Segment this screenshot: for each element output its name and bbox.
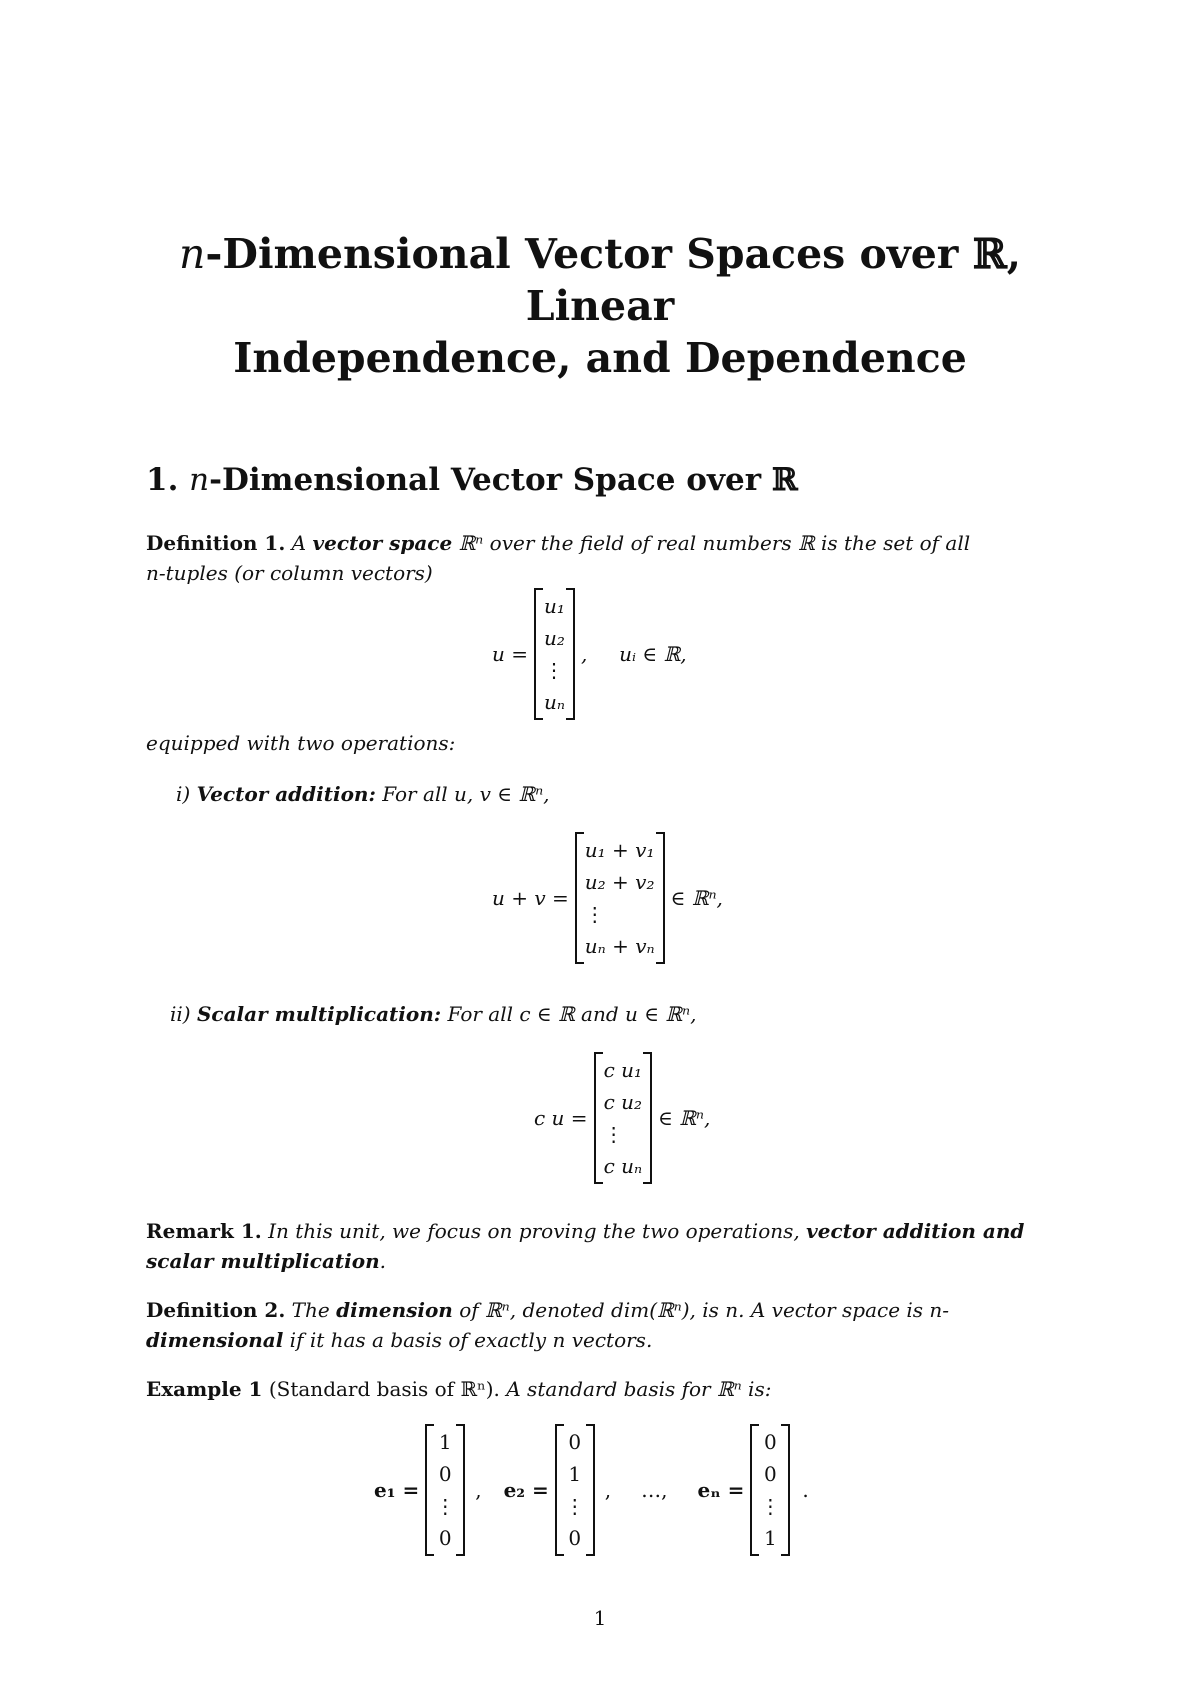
vector-entry: c u₂ xyxy=(603,1090,643,1114)
equation-lhs: u = xyxy=(492,642,528,666)
section-number: 1. xyxy=(146,462,179,498)
basis-vector-e1 xyxy=(425,1424,465,1556)
equation-rhs: ∈ ℝⁿ, xyxy=(670,886,723,910)
ellipsis: …, xyxy=(641,1478,668,1502)
separator: . xyxy=(802,1478,809,1502)
item-label: i) xyxy=(176,782,191,806)
column-vector xyxy=(534,588,575,720)
definition-text: of ℝⁿ, denoted dim(ℝⁿ), is n. A vector space is n- xyxy=(459,1298,950,1322)
basis-vector-label: e₂ = xyxy=(503,1478,549,1502)
title-line2: Independence, and Dependence xyxy=(233,334,967,382)
remark-term: scalar multiplication xyxy=(146,1249,380,1273)
vector-entry: 0 xyxy=(763,1430,777,1454)
title-line1: -Dimensional Vector Spaces over ℝ, Linear xyxy=(205,230,1022,330)
title-var: n xyxy=(178,230,206,278)
definition-1 xyxy=(146,528,1066,588)
separator: , xyxy=(475,1478,482,1502)
vector-entry: ⋮ xyxy=(584,902,605,926)
definition-term: dimension xyxy=(336,1298,453,1322)
operation-text: For all u, v ∈ ℝⁿ, xyxy=(382,782,550,806)
remark-label: Remark 1. xyxy=(146,1219,262,1243)
vector-entry: 0 xyxy=(438,1462,452,1486)
vector-entry: u₁ + v₁ xyxy=(584,838,655,862)
vector-entry: u₂ + v₂ xyxy=(584,870,655,894)
vector-entry: 0 xyxy=(763,1462,777,1486)
vector-entry: 1 xyxy=(568,1462,582,1486)
vector-entry: 1 xyxy=(763,1526,777,1550)
basis-vector-label: eₙ = xyxy=(697,1478,745,1502)
item-label: ii) xyxy=(170,1002,191,1026)
operation-scalar-multiplication xyxy=(170,1002,697,1026)
vector-entry: ⋮ xyxy=(544,658,564,682)
column-vector xyxy=(594,1052,653,1184)
example-label: Example 1 xyxy=(146,1377,263,1401)
document-title xyxy=(100,228,1100,384)
vector-entry: u₁ xyxy=(544,594,565,618)
remark-term: vector addition and xyxy=(806,1219,1025,1243)
definition-text: n-tuples (or column vectors) xyxy=(146,561,433,585)
definition-text: The xyxy=(291,1298,330,1322)
definition-text: ℝⁿ over the field of real numbers ℝ is the set of all xyxy=(458,531,971,555)
section-title: -Dimensional Vector Space over ℝ xyxy=(209,462,798,498)
section-var: n xyxy=(189,462,210,498)
scalar-multiplication-equation xyxy=(534,1052,710,1184)
vector-entry: u₂ xyxy=(544,626,565,650)
vector-entry: ⋮ xyxy=(760,1494,781,1518)
definition-term: vector space xyxy=(312,531,453,555)
vector-entry: 0 xyxy=(568,1526,582,1550)
vector-entry: uₙ + vₙ xyxy=(584,934,655,958)
example-title: (Standard basis of ℝⁿ). xyxy=(268,1377,500,1401)
vector-entry: c uₙ xyxy=(603,1154,643,1178)
definition-term: dimensional xyxy=(146,1328,284,1352)
vector-addition-equation xyxy=(492,832,723,964)
equation-rhs: ∈ ℝⁿ, xyxy=(658,1106,711,1130)
basis-vector-en xyxy=(750,1424,790,1556)
vector-entry: 0 xyxy=(438,1526,452,1550)
equation-lhs: c u = xyxy=(534,1106,588,1130)
remark-text: In this unit, we focus on proving the two operations, xyxy=(268,1219,800,1243)
definition-label: Definition 1. xyxy=(146,531,286,555)
standard-basis-equation xyxy=(374,1424,809,1556)
page-number: 1 xyxy=(593,1606,607,1630)
operation-term: Vector addition: xyxy=(196,782,376,806)
equation-rhs: , uᵢ ∈ ℝ, xyxy=(581,642,687,666)
operation-vector-addition xyxy=(176,782,550,806)
definition-text: if it has a basis of exactly n vectors. xyxy=(289,1328,653,1352)
operation-text: For all c ∈ ℝ and u ∈ ℝⁿ, xyxy=(447,1002,697,1026)
vector-entry: uₙ xyxy=(544,690,565,714)
example-1 xyxy=(146,1374,1066,1404)
separator: , xyxy=(604,1478,612,1502)
example-text: A standard basis for ℝⁿ is: xyxy=(506,1377,772,1401)
definition-2 xyxy=(146,1295,1066,1355)
operation-term: Scalar multiplication: xyxy=(196,1002,442,1026)
definition-text: A xyxy=(291,531,307,555)
vector-entry: ⋮ xyxy=(435,1494,456,1518)
remark-1 xyxy=(146,1216,1066,1276)
vector-entry: 1 xyxy=(438,1430,452,1454)
section-heading xyxy=(146,462,798,498)
definition-label: Definition 2. xyxy=(146,1298,286,1322)
vector-entry: c u₁ xyxy=(603,1058,643,1082)
vector-u-equation xyxy=(492,588,687,720)
remark-text: . xyxy=(379,1249,386,1273)
vector-entry: ⋮ xyxy=(603,1122,624,1146)
vector-entry: ⋮ xyxy=(564,1494,585,1518)
basis-vector-label: e₁ = xyxy=(374,1478,420,1502)
basis-vector-e2 xyxy=(555,1424,595,1556)
column-vector xyxy=(575,832,665,964)
equation-lhs: u + v = xyxy=(492,886,569,910)
definition-text: equipped with two operations: xyxy=(146,731,456,755)
vector-entry: 0 xyxy=(568,1430,582,1454)
